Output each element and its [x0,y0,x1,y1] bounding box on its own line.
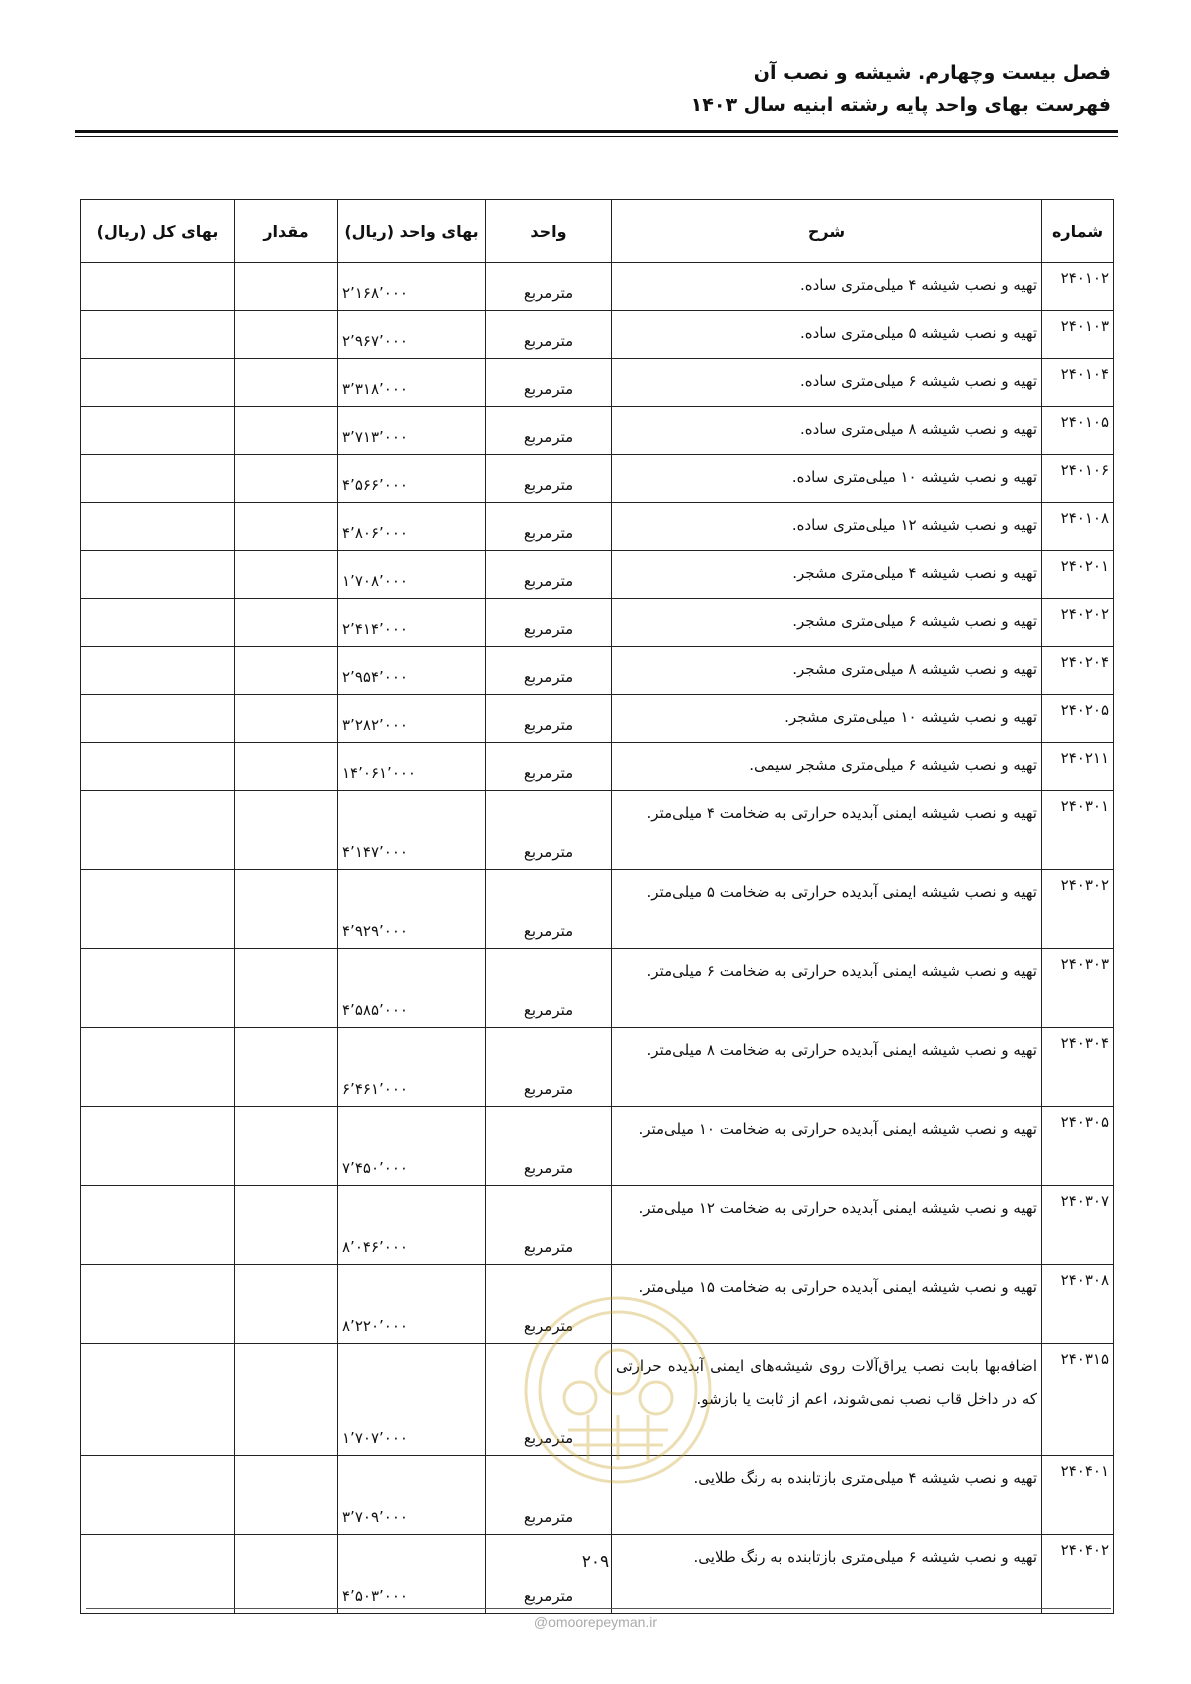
row-description: تهیه و نصب شیشه ایمنی آبدیده حرارتی به ضخامت ۱۰ میلی‌متر. [612,1107,1042,1186]
chapter-title: فصل بیست وچهارم. شیشه و نصب آن [753,62,1111,84]
row-code: ۲۴۰۳۰۴ [1042,1028,1114,1107]
row-code: ۲۴۰۲۰۴ [1042,647,1114,695]
row-description: تهیه و نصب شیشه ۸ میلی‌متری ساده. [612,407,1042,455]
table-row [81,1535,1114,1614]
row-quantity [235,1186,338,1265]
page-number: ۲۰۹ [581,1552,610,1572]
row-quantity [235,1107,338,1186]
table-row [81,551,1114,599]
row-quantity [235,551,338,599]
row-unit-price: ۴٬۹۲۹٬۰۰۰ [338,870,486,949]
row-description: تهیه و نصب شیشه ۸ میلی‌متری مشجر. [612,647,1042,695]
table-row [81,359,1114,407]
row-unit: مترمربع [486,599,612,647]
row-unit-price: ۸٬۲۲۰٬۰۰۰ [338,1265,486,1344]
list-title: فهرست بهای واحد پایه رشته ابنیه سال ۱۴۰۳ [690,94,1111,116]
row-total [81,1265,235,1344]
page-header [71,56,1111,120]
watermark-handle: @omoorepeyman.ir [533,1614,658,1630]
row-code: ۲۴۰۱۰۶ [1042,455,1114,503]
row-unit: مترمربع [486,311,612,359]
row-description: تهیه و نصب شیشه ایمنی آبدیده حرارتی به ضخامت ۱۵ میلی‌متر. [612,1265,1042,1344]
row-quantity [235,407,338,455]
row-code: ۲۴۰۳۰۳ [1042,949,1114,1028]
row-quantity [235,1344,338,1456]
table-row [81,599,1114,647]
row-unit-price: ۳٬۲۸۲٬۰۰۰ [338,695,486,743]
row-description: تهیه و نصب شیشه ۴ میلی‌متری بازتابنده به رنگ طلایی. [612,1456,1042,1535]
row-unit: مترمربع [486,407,612,455]
row-total [81,647,235,695]
table-row [81,1028,1114,1107]
row-code: ۲۴۰۱۰۸ [1042,503,1114,551]
row-quantity [235,1535,338,1614]
header-rule-thick [75,130,1118,133]
table-row [81,1107,1114,1186]
row-description: تهیه و نصب شیشه ۶ میلی‌متری بازتابنده به رنگ طلایی. [612,1535,1042,1614]
row-total [81,695,235,743]
row-code: ۲۴۰۳۰۷ [1042,1186,1114,1265]
row-description: تهیه و نصب شیشه ایمنی آبدیده حرارتی به ضخامت ۸ میلی‌متر. [612,1028,1042,1107]
row-description: تهیه و نصب شیشه ایمنی آبدیده حرارتی به ضخامت ۵ میلی‌متر. [612,870,1042,949]
table-row [81,455,1114,503]
row-description: تهیه و نصب شیشه ۱۰ میلی‌متری ساده. [612,455,1042,503]
row-quantity [235,1456,338,1535]
row-unit: مترمربع [486,1344,612,1456]
row-unit: مترمربع [486,1456,612,1535]
row-code: ۲۴۰۱۰۵ [1042,407,1114,455]
row-unit-price: ۲٬۹۵۴٬۰۰۰ [338,647,486,695]
row-unit-price: ۴٬۵۰۳٬۰۰۰ [338,1535,486,1614]
row-quantity [235,359,338,407]
row-quantity [235,1265,338,1344]
row-total [81,949,235,1028]
row-quantity [235,791,338,870]
header-code: شماره [1042,200,1114,263]
row-quantity [235,870,338,949]
row-unit-price: ۳٬۳۱۸٬۰۰۰ [338,359,486,407]
row-description: تهیه و نصب شیشه ۶ میلی‌متری مشجر. [612,599,1042,647]
row-unit-price: ۴٬۸۰۶٬۰۰۰ [338,503,486,551]
row-unit-price: ۲٬۹۶۷٬۰۰۰ [338,311,486,359]
row-unit: مترمربع [486,359,612,407]
row-total [81,870,235,949]
table-row [81,1186,1114,1265]
row-unit: مترمربع [486,791,612,870]
row-unit-price: ۴٬۵۸۵٬۰۰۰ [338,949,486,1028]
row-total [81,263,235,311]
row-unit-price: ۲٬۱۶۸٬۰۰۰ [338,263,486,311]
row-unit-price: ۱٬۷۰۷٬۰۰۰ [338,1344,486,1456]
row-total [81,1186,235,1265]
row-unit: مترمربع [486,870,612,949]
row-total [81,503,235,551]
row-unit: مترمربع [486,1186,612,1265]
row-description: تهیه و نصب شیشه ایمنی آبدیده حرارتی به ضخامت ۱۲ میلی‌متر. [612,1186,1042,1265]
row-code: ۲۴۰۳۰۲ [1042,870,1114,949]
row-code: ۲۴۰۲۰۲ [1042,599,1114,647]
row-unit-price: ۲٬۴۱۴٬۰۰۰ [338,599,486,647]
row-unit-price: ۴٬۵۶۶٬۰۰۰ [338,455,486,503]
row-unit-price: ۷٬۴۵۰٬۰۰۰ [338,1107,486,1186]
row-total [81,551,235,599]
row-quantity [235,599,338,647]
row-total [81,1028,235,1107]
row-unit-price: ۴٬۱۴۷٬۰۰۰ [338,791,486,870]
header-quantity: مقدار [235,200,338,263]
table-row [81,949,1114,1028]
row-description: تهیه و نصب شیشه ۶ میلی‌متری مشجر سیمی. [612,743,1042,791]
row-total [81,407,235,455]
seal-watermark [518,1290,718,1490]
row-unit-price: ۱٬۷۰۸٬۰۰۰ [338,551,486,599]
row-code: ۲۴۰۲۱۱ [1042,743,1114,791]
row-total [81,791,235,870]
table-row [81,503,1114,551]
row-quantity [235,647,338,695]
row-total [81,455,235,503]
row-unit: مترمربع [486,503,612,551]
row-quantity [235,263,338,311]
row-unit: مترمربع [486,1107,612,1186]
table-row [81,647,1114,695]
row-quantity [235,695,338,743]
row-unit: مترمربع [486,263,612,311]
row-description: تهیه و نصب شیشه ۴ میلی‌متری ساده. [612,263,1042,311]
row-quantity [235,1028,338,1107]
row-total [81,1456,235,1535]
row-code: ۲۴۰۱۰۴ [1042,359,1114,407]
header-total-price: بهای کل (ریال) [81,200,235,263]
footer-rule [86,1608,1111,1609]
row-total [81,1344,235,1456]
row-unit: مترمربع [486,695,612,743]
row-quantity [235,455,338,503]
row-unit: مترمربع [486,949,612,1028]
table-row [81,263,1114,311]
row-total [81,1107,235,1186]
row-description: تهیه و نصب شیشه ایمنی آبدیده حرارتی به ضخامت ۴ میلی‌متر. [612,791,1042,870]
header-description: شرح [612,200,1042,263]
row-quantity [235,311,338,359]
row-code: ۲۴۰۱۰۳ [1042,311,1114,359]
row-unit-price: ۱۴٬۰۶۱٬۰۰۰ [338,743,486,791]
row-code: ۲۴۰۴۰۲ [1042,1535,1114,1614]
row-quantity [235,503,338,551]
row-total [81,359,235,407]
row-unit: مترمربع [486,551,612,599]
row-unit-price: ۸٬۰۴۶٬۰۰۰ [338,1186,486,1265]
table-row [81,870,1114,949]
row-code: ۲۴۰۳۰۱ [1042,791,1114,870]
row-description: تهیه و نصب شیشه ۱۰ میلی‌متری مشجر. [612,695,1042,743]
row-code: ۲۴۰۱۰۲ [1042,263,1114,311]
row-unit: مترمربع [486,1028,612,1107]
row-description: تهیه و نصب شیشه ۴ میلی‌متری مشجر. [612,551,1042,599]
row-total [81,743,235,791]
table-row [81,407,1114,455]
row-code: ۲۴۰۳۰۵ [1042,1107,1114,1186]
header-unit-price: بهای واحد (ریال) [338,200,486,263]
row-unit: مترمربع [486,1535,612,1614]
row-description: تهیه و نصب شیشه ۱۲ میلی‌متری ساده. [612,503,1042,551]
header-unit: واحد [486,200,612,263]
table-row [81,743,1114,791]
row-description: تهیه و نصب شیشه ۶ میلی‌متری ساده. [612,359,1042,407]
row-total [81,599,235,647]
row-unit-price: ۳٬۷۱۳٬۰۰۰ [338,407,486,455]
row-unit-price: ۶٬۴۶۱٬۰۰۰ [338,1028,486,1107]
row-description: اضافه‌بها بابت نصب یراق‌آلات روی شیشه‌های ایمنی آبدیده حرارتی که در داخل قاب نصب نمی‌شوند، اعم از ثابت یا بازشو. [612,1344,1042,1456]
table-row [81,791,1114,870]
row-code: ۲۴۰۳۰۸ [1042,1265,1114,1344]
row-description: تهیه و نصب شیشه ۵ میلی‌متری ساده. [612,311,1042,359]
row-total [81,1535,235,1614]
table-row [81,311,1114,359]
header-rule-thin [75,136,1118,137]
row-description: تهیه و نصب شیشه ایمنی آبدیده حرارتی به ضخامت ۶ میلی‌متر. [612,949,1042,1028]
row-unit-price: ۳٬۷۰۹٬۰۰۰ [338,1456,486,1535]
row-quantity [235,743,338,791]
table-header-row [81,200,1114,263]
row-unit: مترمربع [486,647,612,695]
row-code: ۲۴۰۲۰۵ [1042,695,1114,743]
row-unit: مترمربع [486,1265,612,1344]
row-code: ۲۴۰۲۰۱ [1042,551,1114,599]
row-code: ۲۴۰۳۱۵ [1042,1344,1114,1456]
row-total [81,311,235,359]
table-row [81,695,1114,743]
row-code: ۲۴۰۴۰۱ [1042,1456,1114,1535]
row-unit: مترمربع [486,743,612,791]
row-unit: مترمربع [486,455,612,503]
row-quantity [235,949,338,1028]
